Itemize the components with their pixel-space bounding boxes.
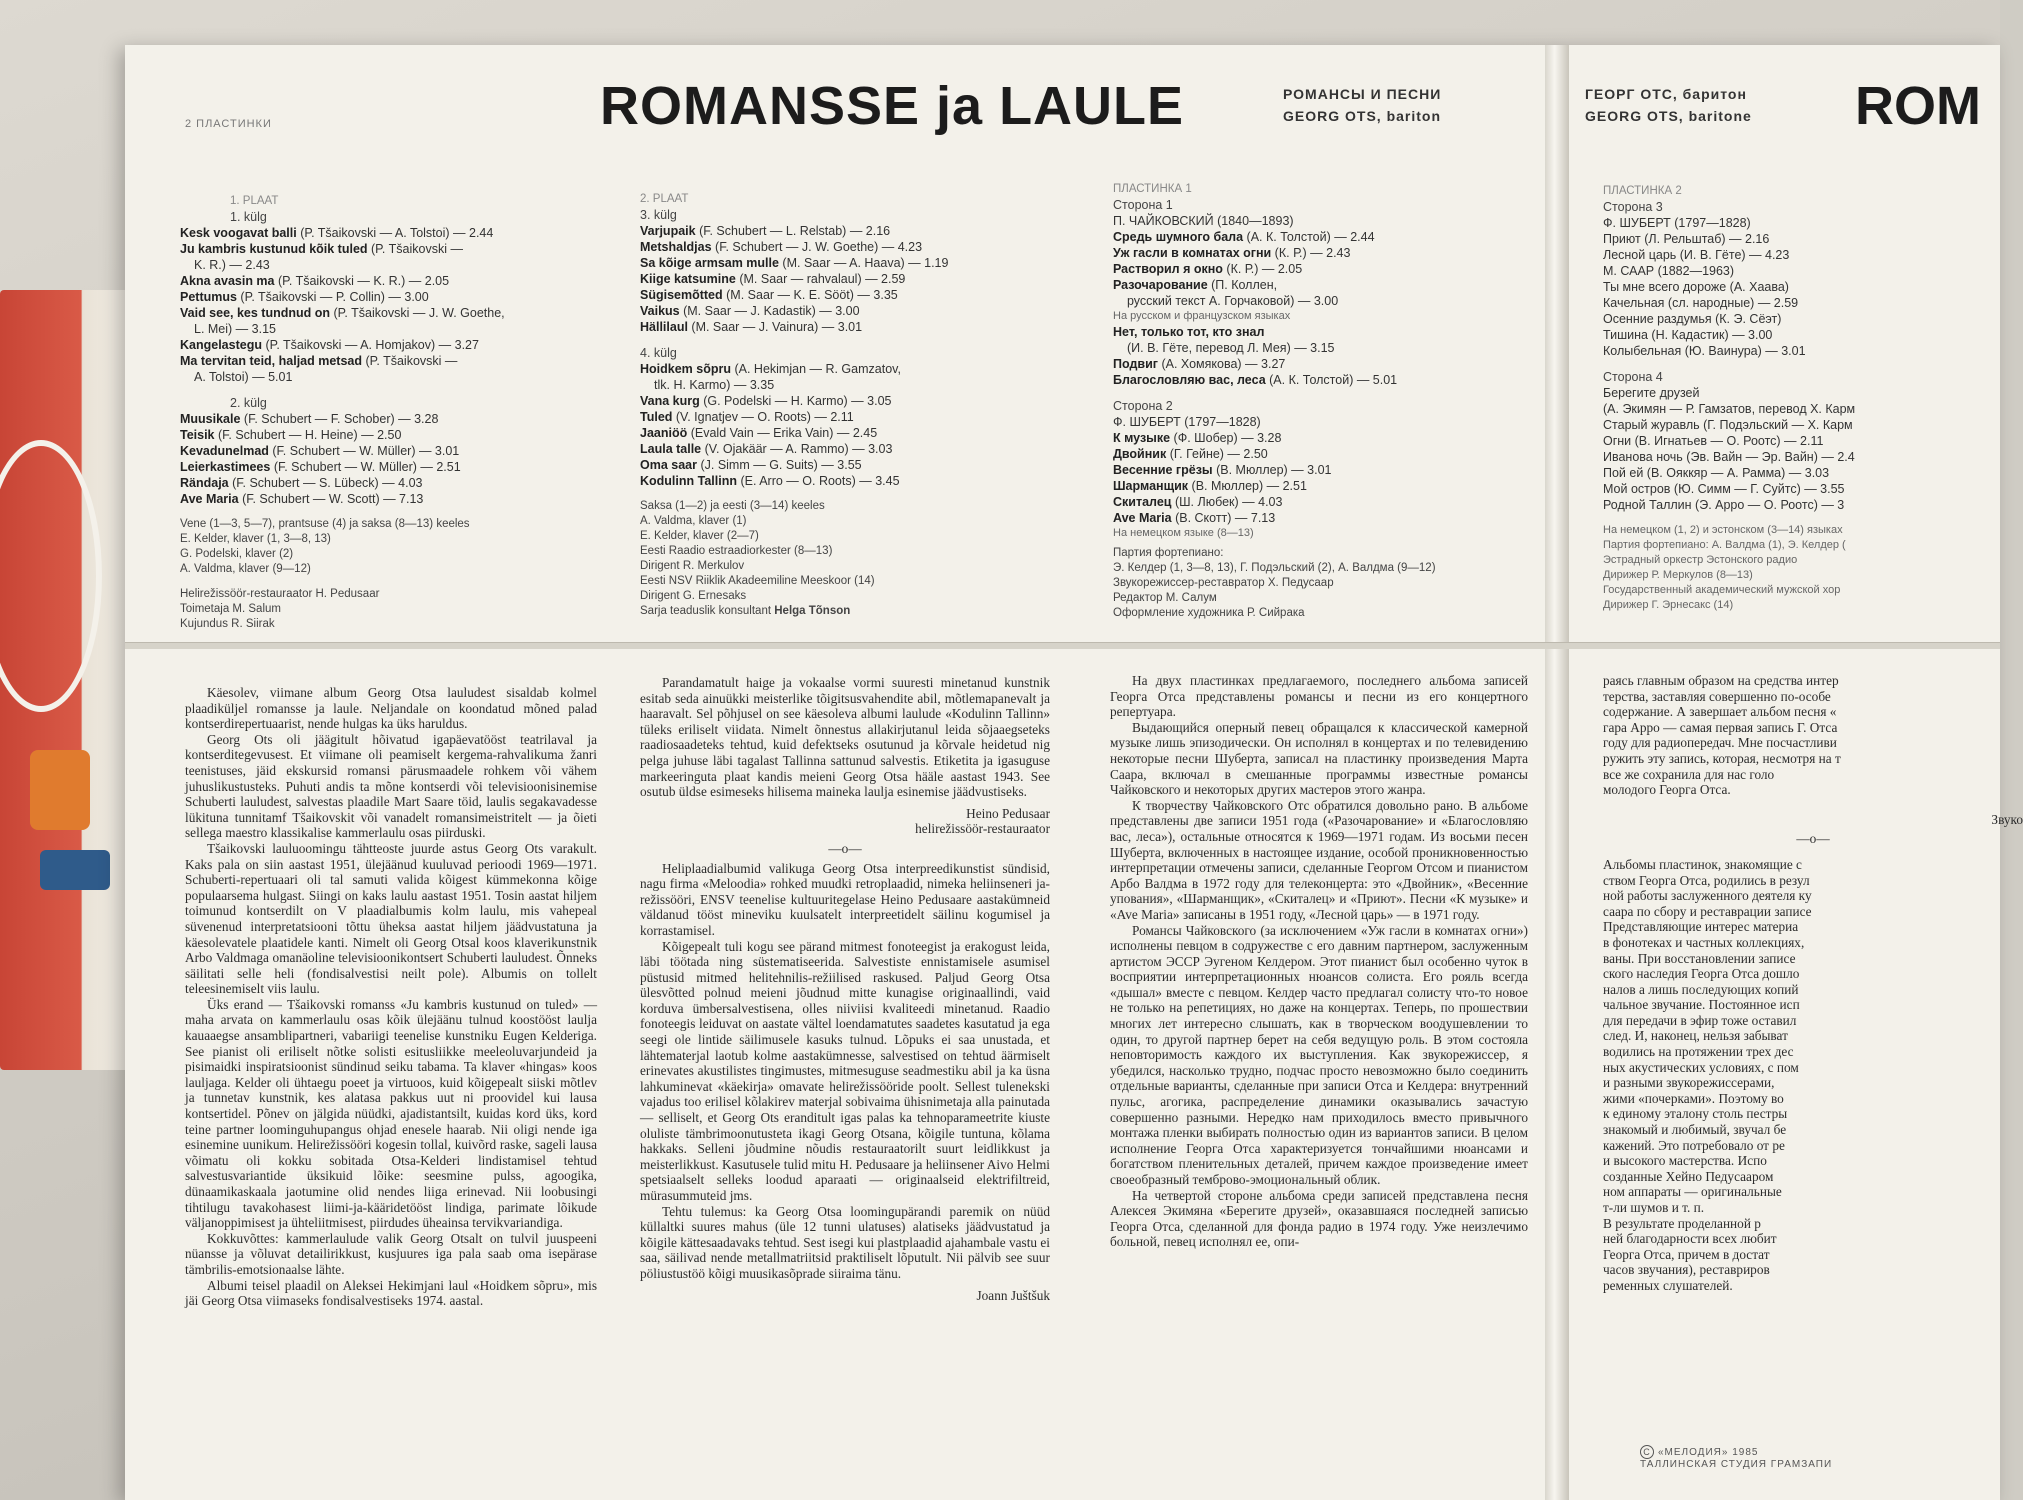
language-note: На немецком языке (8—13) [1113, 527, 1254, 539]
performer-note: Saksa (1—2) ja eesti (3—14) keeles [640, 500, 825, 512]
track-row: Ф. ШУБЕРТ (1797—1828) [1603, 216, 1751, 230]
composer: Ф. ШУБЕРТ (1797—1828) [1113, 415, 1261, 429]
track-row [180, 427, 580, 443]
track-title: Нет, только тот, кто знал [1113, 325, 1265, 339]
tracklist-plate-2-ru [1603, 183, 2023, 613]
track-title: Jaaniöö [640, 426, 688, 440]
essay-line: раясь главным образом на средства интер [1603, 673, 1839, 688]
track-credit: K. R.) — 2.43 [194, 258, 270, 272]
track-title: Varjupaik [640, 224, 696, 238]
track-credit: (А. К. Толстой) — 2.44 [1243, 230, 1375, 244]
track-row [1113, 510, 1523, 526]
section-divider [125, 642, 2000, 649]
performer-note: Vene (1—3, 5—7), prantsuse (4) ja saksa (8—13) keeles [180, 518, 470, 530]
plate-heading: ПЛАСТИНКА 2 [1603, 185, 1682, 197]
essay-estonian-part-2 [640, 675, 1050, 1303]
track-credit: (V. Ojakäär — A. Rammo) — 3.03 [701, 442, 893, 456]
track-title: К музыке [1113, 431, 1171, 445]
track-row [640, 377, 1040, 393]
track-row [180, 353, 580, 369]
essay-line: ружить эту запись, которая, несмотря на т [1603, 750, 1841, 766]
track-row: Приют (Л. Рельштаб) — 2.16 [1603, 232, 1770, 246]
consultant-prefix: Sarja teaduslik konsultant [640, 605, 775, 617]
subtitle-ru: РОМАНСЫ И ПЕСНИ [1283, 86, 1442, 102]
essay-line: ней благодарности всех любит [1603, 1231, 1777, 1247]
track-credit: (A. Hekimjan — R. Gamzatov, [731, 362, 901, 376]
essay-line: ваны. При восстановлении записе [1603, 950, 1796, 966]
track-credit: (P. Tšaikovski — P. Collin) — 3.00 [236, 290, 429, 304]
track-row [180, 241, 580, 257]
track-credit: (G. Podelski — H. Karmo) — 3.05 [699, 394, 892, 408]
track-title: Благословляю вас, леса [1113, 373, 1266, 387]
track-credit: (E. Arro — O. Roots) — 3.45 [736, 474, 900, 488]
track-row [1113, 494, 1523, 510]
essay-line: чальное звучание. Постоянное исп [1603, 997, 1800, 1013]
track-title: Kevadunelmad [180, 444, 269, 458]
track-row [180, 475, 580, 491]
essay-line: саара по сбору и реставрации записе [1603, 903, 1812, 919]
track-row [640, 255, 1040, 271]
track-credit: (F. Schubert — L. Relstab) — 2.16 [695, 224, 891, 238]
paragraph: Käesolev, viimane album Georg Otsa lauludest sisaldab kolmel plaadiküljel romansse ja laule. Neljandale on koondatud mõned palad kontserdirepertuaarist, nende hulgas ka üks haruldus. [185, 685, 597, 732]
essay-line: для передачи в эфир тоже оставил [1603, 1012, 1797, 1028]
track-title: Leierkastimees [180, 460, 271, 474]
track-title: Растворил я окно [1113, 262, 1223, 276]
track-row [640, 223, 1040, 239]
track-row: Колыбельная (Ю. Ваинура) — 3.01 [1603, 344, 1806, 358]
track-credit: (F. Schubert — W. Scott) — 7.13 [238, 492, 424, 506]
track-row: Осенние раздумья (К. Э. Сёэт) [1603, 312, 1782, 326]
track-credit: (M. Saar — J. Kadastik) — 3.00 [679, 304, 860, 318]
essay-line: след. И, наконец, нельзя забыват [1603, 1028, 1788, 1044]
track-row: (А. Экимян — Р. Гамзатов, перевод Х. Карм [1603, 402, 1856, 416]
track-credit: (Ф. Шобер) — 3.28 [1170, 431, 1282, 445]
track-title: Разочарование [1113, 278, 1208, 292]
credit-line: Toimetaja M. Salum [180, 603, 281, 615]
studio-name: ТАЛЛИНСКАЯ СТУДИЯ ГРАМЗАПИ [1640, 1459, 1833, 1470]
essay-estonian-part-1 [185, 685, 597, 1309]
essay-line: ского наследия Георга Отса дошло [1603, 966, 1800, 982]
track-row: Иванова ночь (Эв. Вайн — Эр. Вайн) — 2.4 [1603, 450, 1855, 464]
track-credit: (А. Хомякова) — 3.27 [1157, 357, 1286, 371]
track-row [180, 337, 580, 353]
track-row [1113, 261, 1523, 277]
track-row [180, 443, 580, 459]
artist-ru: ГЕОРГ ОТС, баритон [1585, 86, 1747, 102]
track-row: Родной Таллин (Э. Арро — О. Роотс) — 3 [1603, 498, 1845, 512]
credit-line: Дирижер Г. Эрнесакс (14) [1603, 599, 1734, 611]
track-row [1113, 446, 1523, 462]
track-title: Rändaja [180, 476, 229, 490]
track-title: Teisik [180, 428, 215, 442]
album-subtitle [1283, 83, 1441, 127]
performer-note: A. Valdma, klaver (9—12) [180, 563, 311, 575]
track-title: Kangelastegu [180, 338, 262, 352]
track-row [640, 425, 1040, 441]
track-credit: (M. Saar — rahvalaul) — 2.59 [735, 272, 906, 286]
track-row: Лесной царь (И. В. Гёте) — 4.23 [1603, 248, 1790, 262]
author-name: Heino Pedusaar [966, 805, 1050, 821]
essay-line: году для радиопередач. Мне посчастливи [1603, 735, 1837, 751]
track-row [640, 239, 1040, 255]
performer-note: A. Valdma, klaver (1) [640, 515, 747, 527]
track-credit: (В. Скотт) — 7.13 [1171, 511, 1276, 525]
track-credit: (F. Schubert — J. W. Goethe) — 4.23 [711, 240, 923, 254]
label-year: «МЕЛОДИЯ» 1985 [1658, 1447, 1759, 1458]
track-credit: (А. К. Толстой) — 5.01 [1265, 373, 1398, 387]
essay-line: созданные Хейно Педусааром [1603, 1168, 1774, 1184]
track-credit: A. Tolstoi) — 5.01 [194, 370, 293, 384]
track-row [640, 287, 1040, 303]
essay-line: к единому эталону столь пестры [1603, 1106, 1788, 1122]
track-credit: (F. Schubert — W. Müller) — 3.01 [268, 444, 460, 458]
paragraph: Üks erand — Tšaikovski romanss «Ju kambris kustunud on tuled» — maha arvata on kammerlaulu osas kõik ülejäänu tulnud koostööst laulja kauaaegse ansamblipartneri, vabariigi teenelise kunstniku Eugen Kelderiga. See pianist oli eriliselt nõtke solisti esitusliikke meeleoluvarjundeid ja pisimaidki inspiratsioonist sündinud seiku tabama. Ta klaver «hingas» koos lauljaga. Kelder oli ühtaegu poeet ja virtuoos, kuid kõigepealt siiski mõtlev ja tunnetav kunstnik, kes alatasa pakkus uut ni proovidel kui lausa kontsertidel. Põnev on jälgida nüüdki, ajadistantsilt, kuidas kord üks, kord teine partner loominguhupangus ohjad enesele haarab. Nii oligi nende iga esinemine uunikum. Helirežissööri kogesin tollal, kuivõrd raske, sageli lausa võimatu oli kokku sobitada Otsa-Kelderi lindistamisel tehtud salvestusvariantide üksikuid lõike: seesmine pulss, agoogika, dünaamikaskaala jaotumine olid nendes liiga erinevad. Nii loobusingi tihtilugu tavakohasest liimi-ja-kääridetööst lindiga, parimate lõikude väljanoppimisest ja ühteliitmisest, piirdudes üheainsa tervikvariandiga. [185, 996, 597, 1231]
track-title: Средь шумного бала [1113, 230, 1244, 244]
essay-line: Альбомы пластинок, знакомящие с [1603, 856, 1802, 872]
track-row [1113, 356, 1523, 372]
track-row [180, 305, 580, 321]
paragraph: Kokkuvõttes: kammerlaulude valik Georg Otsalt on tulvil juuspeeni nüansse ja võluvat detailirikkust, kusjuures iga pala saab oma isepärase tämbrilis-emotsionaalse lähte. [185, 1230, 597, 1277]
track-row [640, 303, 1040, 319]
album-title: ROMANSSE ja LAULE [600, 76, 1185, 136]
track-title: Pettumus [180, 290, 237, 304]
essay-line: все же сохранила для нас голо [1603, 766, 1775, 782]
right-page-header [1585, 83, 1752, 127]
track-credit: (F. Schubert — H. Heine) — 2.50 [214, 428, 402, 442]
track-credit: (P. Tšaikovski — K. R.) — 2.05 [274, 274, 450, 288]
essay-line: ной работы заслуженного деятеля ку [1603, 888, 1812, 904]
track-row [180, 289, 580, 305]
track-row [1113, 229, 1523, 245]
track-row: Мой остров (Ю. Симм — Г. Суйтс) — 3.55 [1603, 482, 1845, 496]
track-credit: (П. Коллен, [1207, 278, 1278, 292]
essay-line: т-ли шумов и т. п. [1603, 1200, 1705, 1215]
track-row [180, 491, 580, 507]
plates-label: 2 ПЛАСТИНКИ [185, 118, 272, 130]
paragraph: Georg Ots oli jäägitult hõivatud igapäevatööst teatrilaval ja kontserditegevusest. Et viimane oli peamiselt kergema-rahvalikuma žanri teenistuses, jäid ekskursid romansi pärusmaadele rohkem või vähem juhuslikustusteks. Puhuti andis ta mõne kontserdi või televisioonisinemise Schuberti lauludest, salvestas plaadile Mart Saare töid, laulis segakavadesse lükituna tunnitamf Tšaikovskit või vanadelt romansimeistritelt — ja õieti sellega maestro klassikalise kammerlaulu osas piirduski. [185, 731, 597, 841]
track-row [640, 361, 1040, 377]
track-title: Шарманщик [1113, 479, 1189, 493]
essay-line: ном аппараты — оригинальные [1603, 1184, 1782, 1200]
track-credit: (V. Ignatjev — O. Roots) — 2.11 [672, 410, 854, 424]
track-row [1113, 462, 1523, 478]
credit-line: Партия фортепиано: [1113, 547, 1224, 559]
track-row [1113, 293, 1523, 309]
track-title: Hällilaul [640, 320, 688, 334]
paragraph: Tehtu tulemus: ka Georg Otsa loomingupärandi paremik on nüüd küllaltki suures mahus (üle 12 tunni ulatuses) alatiseks jäädvustatud ja kõigile kättesaadavaks tehtud. Sest isegi kui plastplaadid ajahambale vastu ei saa, säilivad nende metallmatriitsid praktiliselt lõputult. Nii pälvib see suur pöliustustöö kõigi muusikasõpradе siiraima tänu. [640, 1203, 1050, 1281]
track-title: Двойник [1113, 447, 1167, 461]
paragraph: Albumi teisel plaadil on Aleksei Hekimjani laul «Hoidkem sõpru», mis jäi Georg Otsa viimaseks fondisalvestiseks 1974. aastal. [185, 1277, 597, 1309]
track-row: М. СААР (1882—1963) [1603, 264, 1735, 278]
plate-heading: 2. PLAAT [640, 193, 689, 205]
track-row [180, 411, 580, 427]
side-heading: 4. külg [640, 346, 677, 360]
track-row: Ты мне всего дороже (А. Хаава) [1603, 280, 1789, 294]
track-row [640, 457, 1040, 473]
track-credit: (M. Saar — J. Vainura) — 3.01 [687, 320, 863, 334]
side-heading: Сторона 3 [1603, 200, 1663, 214]
track-title: Sügisemõtted [640, 288, 723, 302]
track-credit: (И. В. Гёте, перевод Л. Мея) — 3.15 [1127, 341, 1335, 355]
tracklist-plate-1-ru [1113, 181, 1523, 621]
section-separator: —o— [828, 840, 862, 856]
track-title: Ave Maria [1113, 511, 1172, 525]
essay-line: и высокого мастерства. Испо [1603, 1153, 1767, 1169]
performer-note: G. Podelski, klaver (2) [180, 548, 294, 560]
track-credit: (P. Tšaikovski — [362, 354, 458, 368]
track-credit: (M. Saar — A. Haava) — 1.19 [778, 256, 949, 270]
track-credit: (К. Р.) — 2.05 [1222, 262, 1303, 276]
track-row [1113, 277, 1523, 293]
track-row: Тишина (Н. Кадастик) — 3.00 [1603, 328, 1773, 342]
track-title: Подвиг [1113, 357, 1158, 371]
essay-line: кажений. Это потребовало от ре [1603, 1137, 1785, 1153]
track-row [180, 225, 580, 241]
track-row [1113, 430, 1523, 446]
essay-line: В результате проделанной р [1603, 1215, 1761, 1231]
performer-note: Eesti NSV Riiklik Akadeemiline Meeskoor (14) [640, 575, 875, 587]
language-note: На русском и французском языках [1113, 310, 1291, 322]
credit-line: Э. Келдер (1, 3—8, 13), Г. Подэльский (2), А. Валдма (9—12) [1113, 562, 1436, 574]
author-name: Joann Juštšuk [976, 1287, 1050, 1303]
right-page-title: ROM [1855, 76, 1981, 136]
track-row: Качельная (сл. народные) — 2.59 [1603, 296, 1799, 310]
track-credit: (P. Tšaikovski — J. W. Goethe, [330, 306, 505, 320]
track-credit: (F. Schubert — W. Müller) — 2.51 [270, 460, 461, 474]
record-sleeve-photo [0, 290, 135, 1070]
track-credit: (К. Р.) — 2.43 [1271, 246, 1351, 260]
essay-line: гара Арро — самая первая запись Г. Отса [1603, 719, 1838, 735]
track-credit: (F. Schubert — S. Lübeck) — 4.03 [228, 476, 423, 490]
track-title: Ma tervitan teid, haljad metsad [180, 354, 362, 368]
track-title: Sa kõige armsam mulle [640, 256, 779, 270]
essay-line: жими «почерками». Поэтому во [1603, 1090, 1784, 1106]
side-heading: Сторона 4 [1603, 370, 1663, 384]
credit-line: Звукорежиссер-реставратор Х. Педусаар [1113, 577, 1334, 589]
track-title: Oma saar [640, 458, 697, 472]
track-row [640, 441, 1040, 457]
paragraph: На четвертой стороне альбома среди записей представлена песня Алексея Экимяна «Берегите друзей», оказавшаяся последней записью Георга Отса, сделанной для фонда радио в 1974 году. Уже неизлечимо больной, певец исполнял ее, опи- [1110, 1187, 1528, 1250]
track-row [180, 459, 580, 475]
orange-shape [30, 750, 90, 830]
paragraph: Parandamatult haige ja vokaalse vormi suuresti minetanud kunstnik esitab seda ainuükki meisterlike tõigitsusvahendite abil, mõtlemapanevalt ja haaravalt. Sel põhjusel on see käesoleva albumi laulude «Kodulinn Tallinn» tüleks eriliselt viidata. Nimelt õnnestus allakirjutanul leida sõjaaegseteks raadiosaadeteks tehtud, kuid defektseks osutunud ja kõrvale heidetud nig pelga juhuse läbi tagalast Tallinna sattunud salvestis. Etiketita ja igasuguse markeeringuta plaat kandis meieni Georg Otsa hääle aastast 1943. See osutub üldse esimeseks hilisema maineka laulja esinemise jäädvustiseks. [640, 675, 1050, 800]
track-credit: (Ш. Любек) — 4.03 [1171, 495, 1283, 509]
paragraph: На двух пластинках предлагаемого, последнего альбома записей Георга Отса представлены романсы и песни из его концертного репертуара. [1110, 673, 1528, 720]
performer-note: Dirigent G. Ernesaks [640, 590, 747, 602]
paragraph: Выдающийся оперный певец обращался к классической камерной музыке лишь эпизодически. Он исполнял в концертах и по телевидению некоторые песни Шуберта, записал на пластинку произведения Марта Саара, включал в смешанные программы известные романсы Чайковского и некоторых других мастеров этого жанра. [1110, 719, 1528, 798]
track-row [640, 319, 1040, 335]
track-credit: (В. Мюллер) — 3.01 [1212, 463, 1332, 477]
track-row [640, 393, 1040, 409]
credit-line: На немецком (1, 2) и эстонском (3—14) языках [1603, 524, 1843, 536]
cable-shape [0, 440, 102, 712]
credit-line: Государственный академический мужской хор [1603, 584, 1841, 596]
essay-line: содержание. А завершает альбом песня « [1603, 704, 1837, 720]
track-title: Kodulinn Tallinn [640, 474, 737, 488]
track-title: Tuled [640, 410, 673, 424]
author-name: Звуко [1991, 811, 2023, 827]
track-credit: tlk. H. Karmo) — 3.35 [654, 378, 775, 392]
paragraph: Heliplaadialbumid valikuga Georg Otsa interpreedikunstist sündisid, nagu firma «Meloodia» rohked muudki retroplaadid, nimeka heliinseneri ja- režissööri, ENSV teenelise kultuuritegelase Heino Pedusaare aastakümneid väldanud tööst mineviku kuulsatelt interpreetidelt säilinu kogumisel ja korrastamisel. [640, 860, 1050, 938]
track-credit: (В. Мюллер) — 2.51 [1188, 479, 1307, 493]
paragraph: К творчеству Чайковского Отс обратился довольно рано. В альбоме представлены две записи 1951 года («Разочарование» и «Благословляю вас, леса»), остальные относятся к 1969—1971 годам. Из восьми песен Шуберта, включенных в настоящее издание, особой проникновенностью интерпретации отмечены записи, сделанные Георгом Отсом и пианистом Арбо Валдма в 1972 году для телеконцерта: это «Двойник», «Весенние упования», «Шарманщик», «Скиталец» и «Приют». Песни «К музыке» и «Ave Maria» записаны в 1951 году, «Лесной царь» — в 1971 году. [1110, 797, 1528, 922]
track-title: Vaikus [640, 304, 680, 318]
essay-line: налов а лишь последующих копий [1603, 981, 1799, 997]
credit-line: Эстрадный оркестр Эстонского радио [1603, 554, 1798, 566]
track-title: Vaid see, kes tundnud on [180, 306, 331, 320]
track-credit: (P. Tšaikovski — A. Tolstoi) — 2.44 [296, 226, 494, 240]
track-credit: (M. Saar — K. E. Sööt) — 3.35 [722, 288, 898, 302]
track-credit: (F. Schubert — F. Schober) — 3.28 [240, 412, 439, 426]
essay-line: ством Георга Отса, родились в резул [1603, 872, 1810, 888]
essay-line: часов звучания), реставриров [1603, 1262, 1770, 1278]
track-row: Старый журавль (Г. Подэльский — Х. Карм [1603, 418, 1853, 432]
track-row [180, 257, 580, 273]
track-credit: (J. Simm — G. Suits) — 3.55 [696, 458, 862, 472]
track-row [180, 273, 580, 289]
essay-line: Представляющие интерес материа [1603, 919, 1799, 935]
track-row: Огни (В. Игнатьев — О. Роотс) — 2.11 [1603, 434, 1824, 448]
essay-line: знакомый и любимый, звучал бе [1603, 1122, 1787, 1138]
track-credit: (Evald Vain — Erika Vain) — 2.45 [687, 426, 878, 440]
track-title: Muusikale [180, 412, 241, 426]
paragraph: Tšaikovski lauluoomingu tähtteoste juurde astus Georg Ots varakult. Kaks pala on siin aastast 1951, ülejäänud kuuluvad perioodi 1969—1971. Schuberti-repertuaari oli tal samuti valida kõigest kümmekonna kõige populaarsema hulgast. Siingi on kaks laulu aastast 1951. Tosin aastat hiljem toimunud kontserdilt on V plaadialbumis kolm laulu, mis vahepeal süvenenud interpretatsiooni tõttu üheksa aastat hiljem jäädvustatuna ja käesolevatele plaatidele kanti. Nimelt oli Georg Otsal koos klaverikunstnik Arbo Valdmaga omanäoline televisioonikontsert Schuberti lauludest. Õnneks säilitati selle heli (fondisalvestisi neilt pole). Albumis on tollelt teleesinemiselt viis laulu. [185, 840, 597, 997]
track-title: Laula talle [640, 442, 702, 456]
tracklist-plate-2 [640, 191, 1040, 619]
track-row [1113, 340, 1523, 356]
essay-line: в фонотеках и частных коллекциях, [1603, 934, 1805, 950]
track-title: Весенние грёзы [1113, 463, 1213, 477]
track-row [180, 321, 580, 337]
essay-russian [1110, 673, 1528, 1250]
track-row [1113, 478, 1523, 494]
track-title: Уж гасли в комнатах огни [1113, 246, 1272, 260]
side-heading: 3. külg [640, 208, 677, 222]
track-title: Ju kambris kustunud kõik tuled [180, 242, 368, 256]
track-title: Kesk voogavat balli [180, 226, 297, 240]
track-row [1113, 324, 1523, 340]
track-title: Скиталец [1113, 495, 1172, 509]
essay-line: и разными звукорежиссерами, [1603, 1075, 1775, 1091]
track-title: Metshaldjas [640, 240, 712, 254]
track-row [640, 473, 1040, 489]
subtitle-artist: GEORG OTS, bariton [1283, 108, 1442, 124]
consultant-name: Helga Tõnson [774, 605, 851, 617]
track-row [1113, 245, 1523, 261]
credit-line: Редактор М. Салум [1113, 592, 1217, 604]
copyright-icon: С [1640, 1445, 1654, 1459]
track-row: Пой ей (В. Ояккяр — А. Рамма) — 3.03 [1603, 466, 1830, 480]
section-separator: —о— [1796, 831, 1830, 847]
track-credit: русский текст А. Горчаковой) — 3.00 [1127, 294, 1339, 308]
track-title: Vana kurg [640, 394, 700, 408]
author-role: helirežissöör-restauraator [915, 821, 1050, 837]
essay-line: ных акустических условиях, с пом [1603, 1059, 1799, 1075]
credit-line: Kujundus R. Siirak [180, 618, 275, 630]
performer-note: Dirigent R. Merkulov [640, 560, 745, 572]
blue-shape [40, 850, 110, 890]
credit-line: Helirežissöör-restauraator H. Pedusaar [180, 588, 380, 600]
essay-line: молодого Георга Отса. [1603, 782, 1731, 798]
performer-note: E. Kelder, klaver (2—7) [640, 530, 759, 542]
track-row [180, 369, 580, 385]
essay-line: Георга Отса, причем в достат [1603, 1246, 1770, 1262]
track-title: Kiige katsumine [640, 272, 736, 286]
track-credit: L. Mei) — 3.15 [194, 322, 276, 336]
artist-en: GEORG OTS, baritone [1585, 108, 1752, 124]
paragraph: Романсы Чайковского (за исключением «Уж гасли в комнатах огни») исполнены певцом в содружестве с его давним партнером, заслуженным артистом ЭССР Эугеном Келдером. Этот пианист был особенно чуток в восприятии интерпретационных нюансов солиста. Его рояль всегда «дышал» вместе с певцом. Келдер часто предлагал солисту что-то новое не только на репетициях, но даже на концертах. Теперь, по прошествии многих лет интересно слышать, как в творческом воодушевлении то один, то другой партнер берет на себя ведущую роль. В этом состояла неповторимость каждого их выступления. Как звукорежиссер, я убедился, насколько трудно, подчас просто невозможно было соединить отдельные варианты, сделанные при записи Отса и Келдера: внутренний пульс, агогика, распределение динамики оказывались зачастую совершенно разными. Нередко нам приходилось вместо привычного монтажа пленки выбирать полностью один из вариантов записи. В целом исполнение Георга Отса характеризуется тончайшими нюансами и богатством пленительных деталей, причем каждое произведение имеет своеобразный темброво-эмоциональный облик. [1110, 922, 1528, 1187]
track-row [640, 409, 1040, 425]
track-title: Ave Maria [180, 492, 239, 506]
paragraph: Kõigepealt tuli kogu see pärand mitmest fonoteegist ja erakogust leida, läbi töötada ning süstematiseerida. Salvestiste ennistamisele asumisel püstusid mitmed helitehnilis-režiilised raskused. Paljud Georg Otsa ülesvõtted polnud meieni jõudnud mitte kunagise originaallindi, vaid korduva ümbersalvestisena, olles niiviisi kvaliteedi minetanud. Raadio fonoteegis leiduvat on aastate vältel loendamatutes saadetes kasutatud ja ega seegi ole lintide säilimusele kasuks tulnud. Lõpuks ei saa unustada, et lähtematerjal laotub kolme aastakümnesse, salvestised on tehtud äärmiselt erinevates akustilistes tingimustes, mitmesuguse seadmestiku abil ja ka üsna lahkuminevat «käekirja» omavate helirežissööride poolt. Sellest tulenekski vajadus too erilisel kõlakirev materjal sobivaima ühisnimetaja alla painutada — selliselt, et Georg Ots eranditult igas palas ka tehnoparameetrite kiuste oluliste tämbrimoonutusteta ikagi Georg Otsana, kõigile tuntuna, kõlama hakkaks. Selleni jõudmine nõudis restauraatorilt suurt leidlikkust ja meisterlikkust. Kasutusele tulid mitu H. Pedusaare ja heliinsener Aivo Helmi spetsiaalselt selleks loodud aparaati — originaalseid elektrifiltreid, mürasummuteid jms. [640, 938, 1050, 1203]
performer-note: E. Kelder, klaver (1, 3—8, 13) [180, 533, 331, 545]
credit-line: Партия фортепиано: А. Валдма (1), Э. Келдер ( [1603, 539, 1846, 551]
consultant-line [640, 604, 1040, 619]
credit-line: Оформление художника Р. Сийрака [1113, 607, 1305, 619]
page-fold [1545, 45, 1569, 1500]
track-credit: (P. Tšaikovski — A. Homjakov) — 3.27 [261, 338, 479, 352]
track-row: Берегите друзей [1603, 386, 1700, 400]
album-booklet [125, 45, 2023, 1500]
track-title: Akna avasin ma [180, 274, 275, 288]
essay-line: водились на протяжении трех дес [1603, 1044, 1794, 1060]
side-heading: 2. külg [230, 396, 267, 410]
side-heading: Сторона 1 [1113, 198, 1173, 212]
side-heading: Сторона 2 [1113, 399, 1173, 413]
track-row [640, 271, 1040, 287]
side-heading: 1. külg [230, 210, 267, 224]
essay-line: ременных слушателей. [1603, 1277, 1733, 1293]
track-title: Hoidkem sõpru [640, 362, 731, 376]
track-row [1113, 372, 1523, 388]
performer-note: Eesti Raadio estraadiorkester (8—13) [640, 545, 833, 557]
plate-heading: 1. PLAAT [230, 195, 279, 207]
plate-heading: ПЛАСТИНКА 1 [1113, 183, 1192, 195]
tracklist-plate-1 [180, 193, 580, 632]
label-footer [1640, 1445, 1832, 1470]
track-credit: (P. Tšaikovski — [367, 242, 463, 256]
essay-russian-right [1603, 673, 2023, 1294]
credit-line: Дирижер Р. Меркулов (8—13) [1603, 569, 1753, 581]
track-credit: (Г. Гейне) — 2.50 [1166, 447, 1268, 461]
composer: П. ЧАЙКОВСКИЙ (1840—1893) [1113, 214, 1294, 228]
essay-line: терства, заставляя совершенно по-особе [1603, 688, 1831, 704]
